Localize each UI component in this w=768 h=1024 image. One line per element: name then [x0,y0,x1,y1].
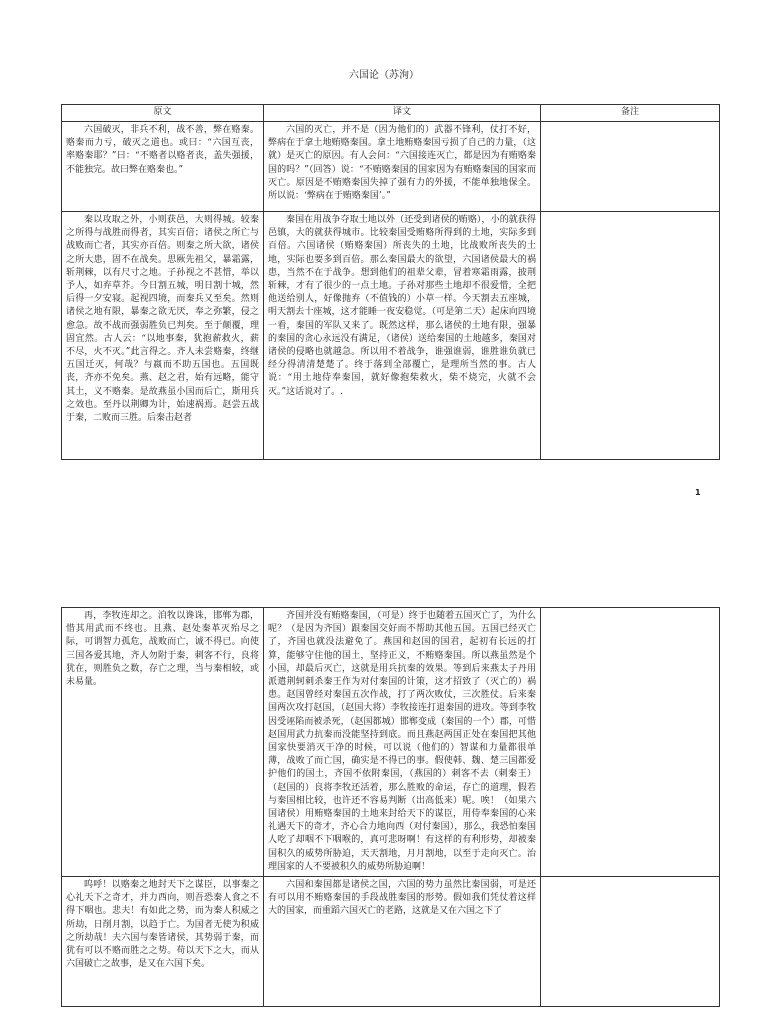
original-text: 再，李牧连却之。洎牧以谗诛，邯郸为郡，惜其用武而不终也。且燕、赵处秦革灭殆尽之际，可谓智力孤危，战败而亡，诚不得已。向使三国各爱其地，齐人勿附于秦，刺客不行，良将犹在，则胜负之数，存亡之理，当与秦相较，或未易量。 [66,611,259,688]
original-text: 呜呼！以赂秦之地封天下之谋臣，以事秦之心礼天下之奇才，并力西向，则吾恐秦人食之不得下咽也。悲夫！有如此之势，而为秦人积威之所劫，日削月割，以趋于亡。为国者无使为积威之所劫哉！夫六国与秦皆诸侯，其势弱于秦，而犹有可以不赂而胜之之势。苟以天下之大，而从六国破亡之故事，是又在六国下矣。 [66,880,259,970]
original-cell [62,212,264,460]
original-cell [62,877,264,1007]
translation-text: 秦国在用战争夺取土地以外（还受到诸侯的贿赂），小的就获得邑镇，大的就获得城市。比较秦国受贿赂所得到的土地，实际多到百倍。六国诸侯（贿赂秦国）所丧失的土地，比战败所丧失的土地，实际也要多到百倍。那么秦国最大的欲望，六国诸侯最大的祸患，当然不在于战争。想到他们的祖辈父辈，冒着寒霜雨露，披荆斩棘，才有了很少的一点土地。子孙对那些土地却不很爱惜，全把他送给别人，好像抛弃（不值钱的）小草一样。今天割去五座城，明天割去十座城，这才能睡一夜安稳觉。（可是第二天）起床向四境一看，秦国的军队又来了。既然这样，那么诸侯的土地有限，强暴的秦国的贪心永远没有满足，（诸侯）送给秦国的土地越多，秦国对诸侯的侵略也就越急。所以用不着战争，谁强谁弱，谁胜谁负就已经分得清清楚楚了。终于落到全部覆亡，是理所当然的事。古人说：“用土地侍奉秦国，就好像抱柴救火，柴不烧完，火就不会灭。”这话说对了。. [268,215,536,397]
notes-cell [541,608,720,877]
translation-text: 齐国并没有贿赂秦国，（可是）终于也随着五国灭亡了，为什么呢？（是因为齐国）跟秦国交好而不帮助其他五国。五国已经灭亡了，齐国也就没法避免了。燕国和赵国的国君，起初有长远的打算，能够守住他的国土，坚持正义，不贿赂秦国。所以燕虽然是个小国，却最后灭亡，这就是用兵抗秦的效果。等到后来燕太子丹用派遣荆轲刺杀秦王作为对付秦国的计策，这才招致了（灭亡的）祸患。赵国曾经对秦国五次作战，打了两次败仗，三次胜仗。后来秦国两次攻打赵国，（赵国大将）李牧接连打退秦国的进攻。等到李牧因受诬陷而被杀死，（赵国都城）邯郸变成（秦国的一个）郡，可惜赵国用武力抗秦而没能坚持到底。而且燕赵两国正处在秦国把其他国家快要消灭干净的时候，可以说（他们的）智谋和力量都很单薄，战败了而亡国，确实是不得已的事。假使韩、魏、楚三国都爱护他们的国土，齐国不依附秦国，（燕国的）刺客不去（刺秦王）（赵国的）良将李牧还活着，那么胜败的命运，存亡的道理，假若与秦国相比较，也许还不容易判断（出高低来）呢。唉！（如果六国诸侯）用贿赂秦国的土地来封给天下的谋臣，用侍奉秦国的心来礼遇天下的奇才，齐心合力地向西（对付秦国），那么，我恐怕秦国人吃了却咽不下咽喉的，真可悲呀啊！有这样的有利形势，却被秦国积久的威势所胁迫，天天割地，月月割地，以至于走向灭亡。治理国家的人不要被积久的威势所胁迫啊！ [268,611,536,872]
table-row [62,608,720,877]
original-cell [62,608,264,877]
translation-text: 六国和秦国都是诸侯之国，六国的势力虽然比秦国弱，可是还有可以用不贿赂秦国的手段战胜秦国的形势。假如我们凭仗着这样大的国家，而重蹈六国灭亡的老路，这就是又在六国之下了 [268,880,536,917]
translation-cell [264,122,541,212]
header-notes: 备注 [541,105,720,122]
original-text: 秦以攻取之外，小则获邑，大则得城。较秦之所得与战胜而得者，其实百倍；诸侯之所亡与战败而亡者，其实亦百倍。则秦之所大欲，诸侯之所大患，固不在战矣。思厥先祖父，暴霜露，斩荆棘，以有尺寸之地。子孙视之不甚惜，举以予人，如弃草芥。今日割五城，明日割十城，然后得一夕安寝。起视四境，而秦兵又至矣。然则诸侯之地有限，暴秦之欲无厌，奉之弥繁，侵之愈急。故不战而强弱胜负已判矣。至于颠覆，理固宜然。古人云：“以地事秦，犹抱薪救火，薪不尽，火不灭。”此言得之。齐人未尝赂秦，终继五国迁灭，何哉？与嬴而不助五国也。五国既丧，齐亦不免矣。燕、赵之君，始有远略，能守其土，义不赂秦。是故燕虽小国而后亡，斯用兵之效也。至丹以荆卿为计，始速祸焉。赵尝五战于秦，二败而三胜。后秦击赵者 [66,215,259,424]
header-original: 原文 [62,105,264,122]
original-text: 六国破灭，非兵不利，战不善，弊在赂秦。赂秦而力亏，破灭之道也。或曰：“六国互丧，率赂秦耶？”曰：“不赂者以赂者丧，盖失强援，不能独完。故曰弊在赂秦也。” [66,125,259,175]
notes-cell [541,877,720,1007]
translation-table-page-2 [61,607,720,1007]
table-row [62,877,720,1007]
translation-table-page-1 [61,104,720,460]
notes-cell [541,212,720,460]
notes-cell [541,122,720,212]
translation-cell [264,212,541,460]
header-translation: 译文 [264,105,541,122]
table-row [62,212,720,460]
original-cell [62,122,264,212]
page-number: 1 [695,488,701,497]
table-header-row [62,105,720,122]
table-row [62,122,720,212]
translation-cell [264,877,541,1007]
translation-cell [264,608,541,877]
translation-text: 六国的灭亡，并不是（因为他们的）武器不锋利，仗打不好，弊病在于拿土地贿赂秦国。拿土地贿赂秦国亏损了自己的力量，（这就）是灭亡的原因。有人会问：“六国接连灭亡，都是因为有贿赂秦国的吗？”（回答）说：“不贿赂秦国的国家因为有贿赂秦国的国家而灭亡。原因是不贿赂秦国失掉了强有力的外援，不能单独地保全。所以说：‘弊病在于贿赂秦国’。” [268,125,536,202]
page-title: 六国论（苏洵） [349,70,419,81]
